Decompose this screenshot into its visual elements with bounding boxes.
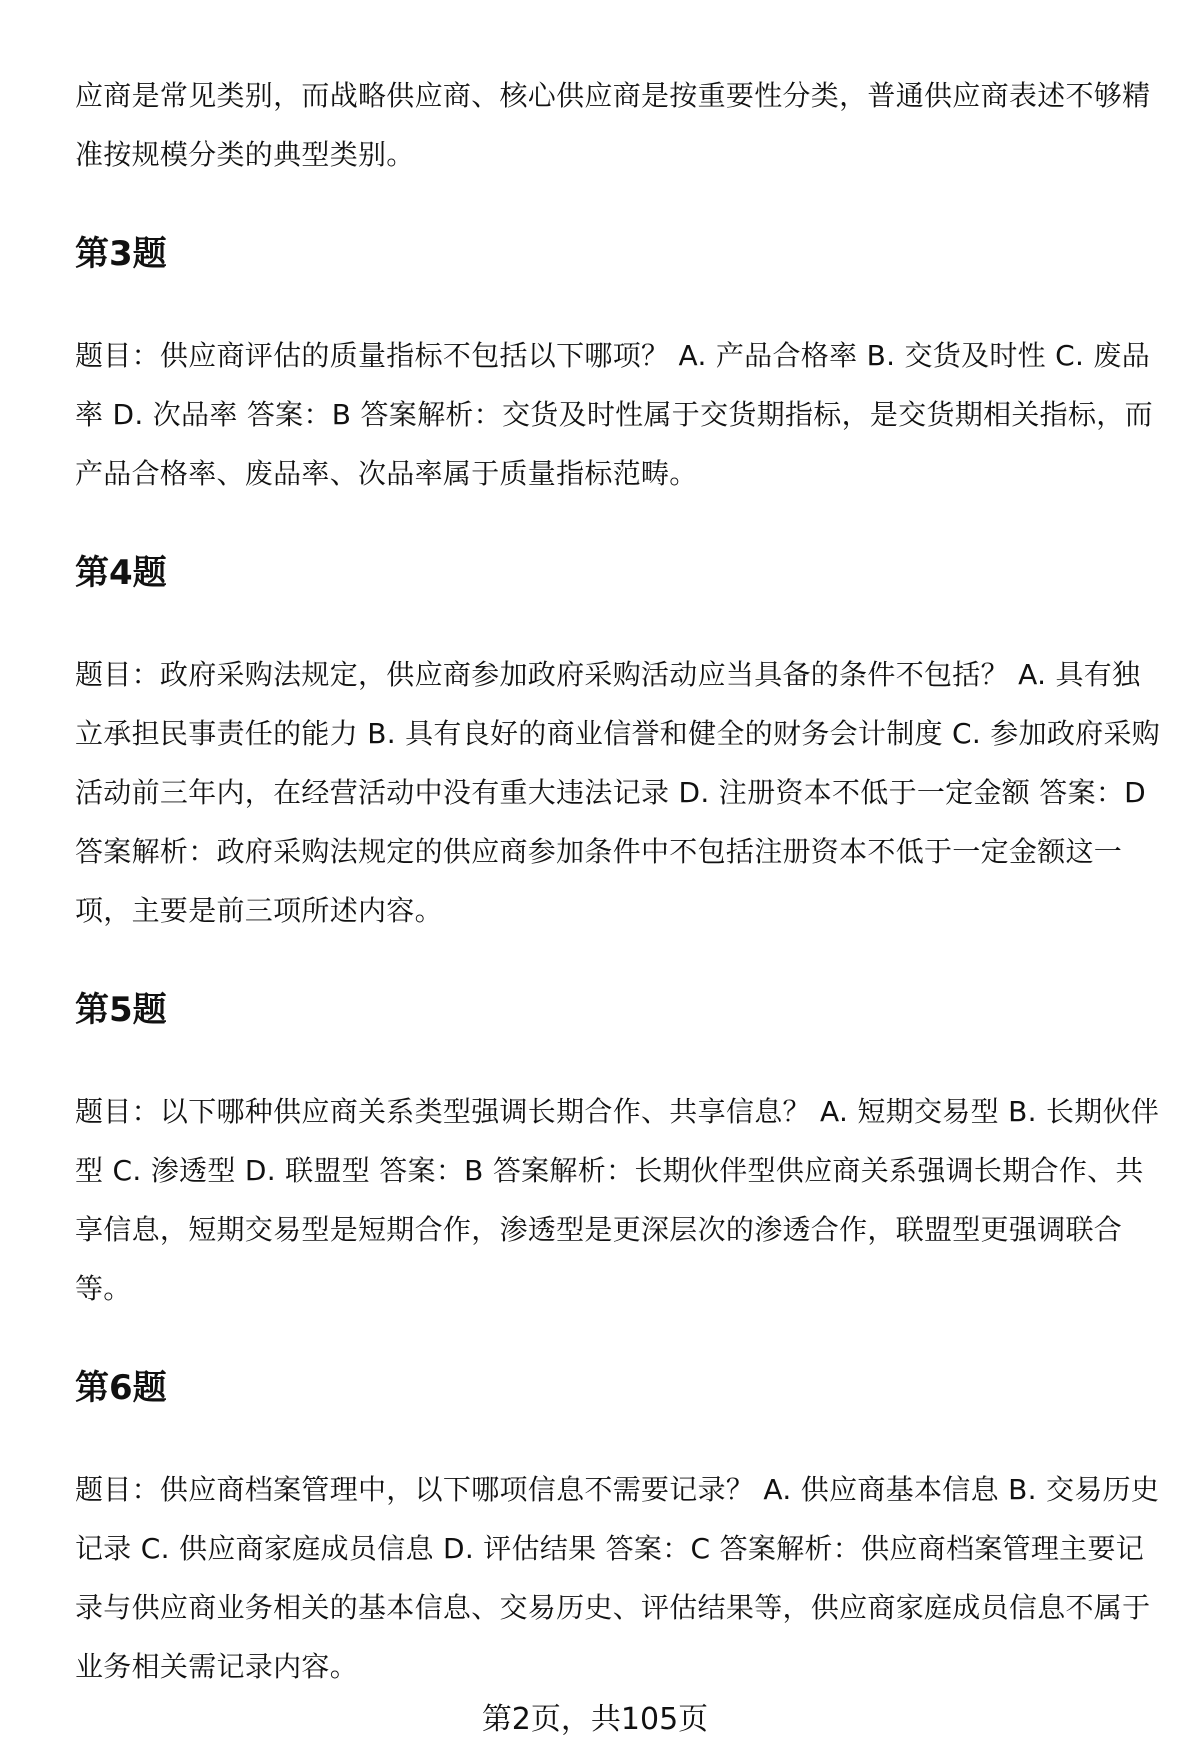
spacer: [75, 603, 1165, 645]
question-4-body: 题目：政府采购法规定，供应商参加政府采购活动应当具备的条件不包括？ A. 具有独立承担民事责任的能力 B. 具有良好的商业信誉和健全的财务会计制度 C. 参加政府采购活动前三年内，在经营活动中没有重大违法记录 D. 注册资本不低于一定金额 答案：D 答案解析：政府采购法规定的供应商参加条件中不包括注册资本不低于一定金额这一项，主要是前三项所述内容。: [75, 658, 1161, 927]
page-number-footer: 第2页，共105页: [481, 1702, 709, 1737]
question-5-body: 题目：以下哪种供应商关系类型强调长期合作、共享信息？ A. 短期交易型 B. 长期伙伴型 C. 渗透型 D. 联盟型 答案：B 答案解析：长期伙伴型供应商关系强调长期合作、共享信息，短期交易型是短期合作，渗透型是更深层次的渗透合作，联盟型更强调联合等。: [75, 1095, 1160, 1305]
spacer: [75, 1318, 1165, 1358]
question-3-body: 题目：供应商评估的质量指标不包括以下哪项？ A. 产品合格率 B. 交货及时性 C. 废品率 D. 次品率 答案：B 答案解析：交货及时性属于交货期指标，是交货期相关指标，而产品合格率、废品率、次品率属于质量指标范畴。: [75, 339, 1153, 490]
page-content: [75, 66, 1165, 1696]
question-6-body: 题目：供应商档案管理中，以下哪项信息不需要记录？ A. 供应商基本信息 B. 交易历史记录 C. 供应商家庭成员信息 D. 评估结果 答案：C 答案解析：供应商档案管理主要记录与供应商业务相关的基本信息、交易历史、评估结果等，供应商家庭成员信息不属于业务相关需记录内容。: [75, 1473, 1160, 1683]
spacer: [75, 1418, 1165, 1460]
intro-paragraph: 应商是常见类别，而战略供应商、核心供应商是按重要性分类，普通供应商表述不够精准按规模分类的典型类别。: [75, 79, 1151, 171]
question-6-title: 第6题: [75, 1368, 167, 1408]
question-5-title: 第5题: [75, 990, 167, 1030]
spacer: [75, 940, 1165, 980]
spacer: [75, 1040, 1165, 1082]
question-4-title: 第4题: [75, 553, 167, 593]
spacer: [75, 284, 1165, 326]
spacer: [75, 503, 1165, 543]
spacer: [75, 184, 1165, 224]
question-3-title: 第3题: [75, 234, 167, 274]
